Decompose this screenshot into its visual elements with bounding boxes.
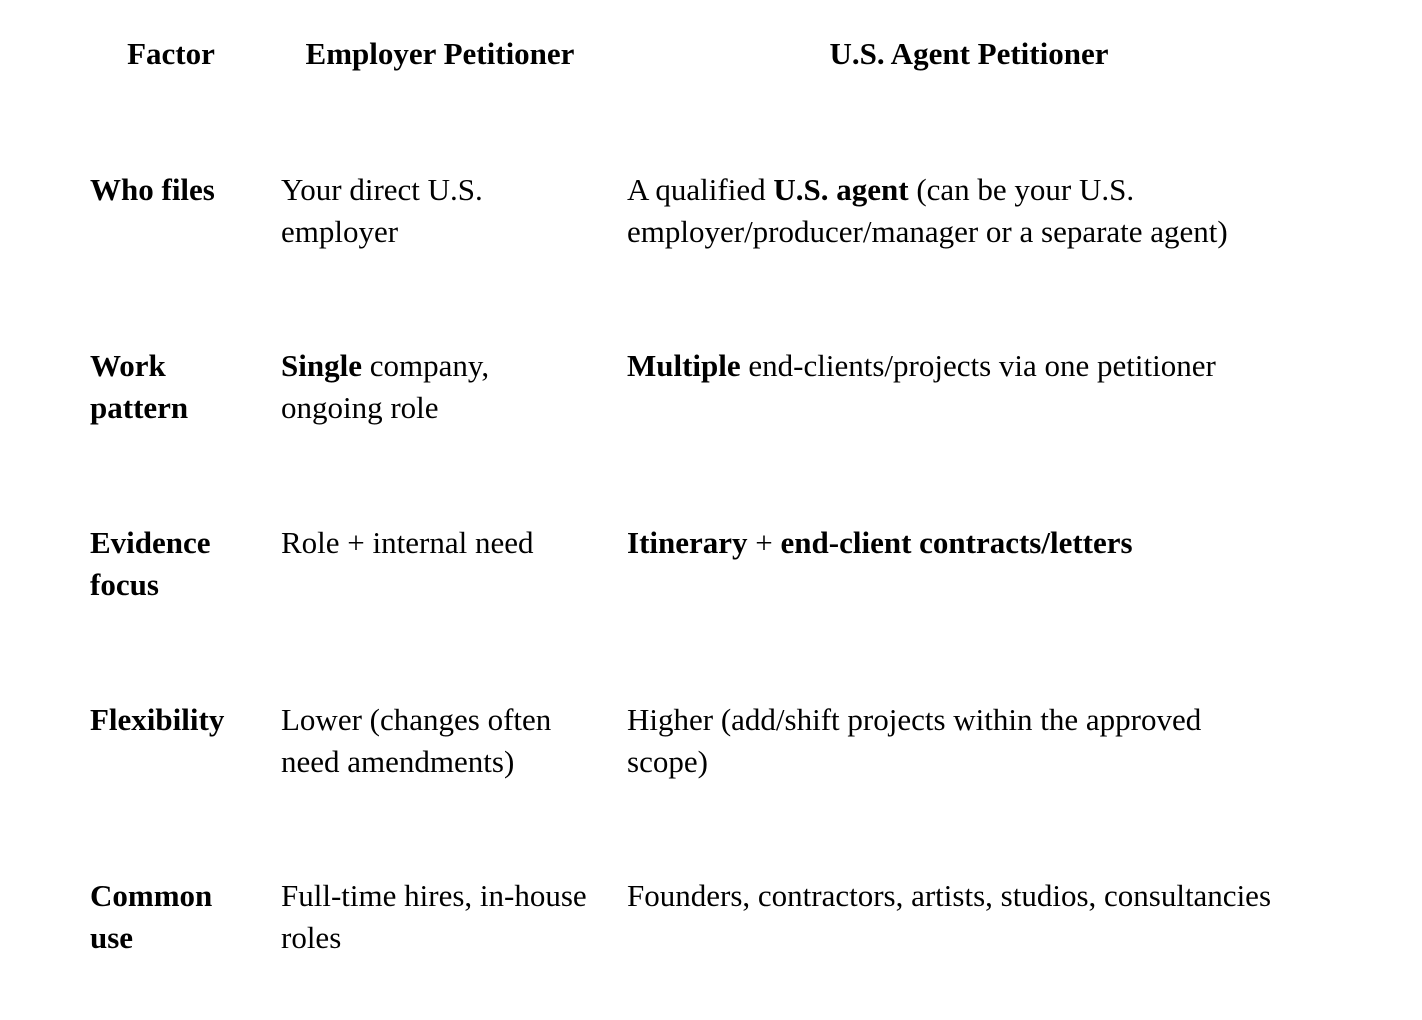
- employer-work-pattern-bold: Single: [281, 348, 362, 383]
- agent-who-files-post: (can be your U.S. employer/producer/manager or a separate agent): [627, 172, 1228, 249]
- employer-flexibility: Lower (changes often need amendments): [281, 702, 552, 779]
- header-employer-petitioner: Employer Petitioner: [305, 36, 575, 71]
- header-factor: Factor: [127, 36, 215, 71]
- factor-who-files: Who files: [90, 172, 215, 207]
- agent-evidence-focus-bold2: end‑client contracts/letters: [780, 525, 1133, 560]
- agent-work-pattern: [627, 345, 1337, 387]
- agent-evidence-focus: [627, 522, 1337, 564]
- agent-evidence-focus-bold1: Itinerary: [627, 525, 748, 560]
- factor-flexibility: Flexibility: [90, 702, 225, 737]
- employer-who-files: Your direct U.S. employer: [281, 172, 483, 249]
- employer-work-pattern: [281, 345, 541, 429]
- agent-who-files: [627, 169, 1287, 253]
- factor-work-pattern: Work pattern: [90, 348, 189, 425]
- factor-common-use: Common use: [90, 878, 213, 955]
- agent-who-files-pre: A qualified: [627, 172, 774, 207]
- employer-evidence-focus: Role + internal need: [281, 525, 534, 560]
- header-us-agent-petitioner: U.S. Agent Petitioner: [829, 36, 1109, 71]
- factor-evidence-focus: Evidence focus: [90, 525, 211, 602]
- agent-work-pattern-bold: Multiple: [627, 348, 741, 383]
- agent-who-files-bold: U.S. agent: [773, 172, 909, 207]
- agent-flexibility: Higher (add/shift projects within the approved scope): [627, 702, 1202, 779]
- agent-common-use: Founders, contractors, artists, studios, consultancies: [627, 878, 1272, 913]
- agent-evidence-focus-mid: +: [747, 525, 781, 560]
- employer-common-use: Full‑time hires, in‑house roles: [281, 878, 587, 955]
- agent-work-pattern-post: end‑clients/projects via one petitioner: [740, 348, 1216, 383]
- employer-work-pattern-post: company, ongoing role: [281, 348, 490, 425]
